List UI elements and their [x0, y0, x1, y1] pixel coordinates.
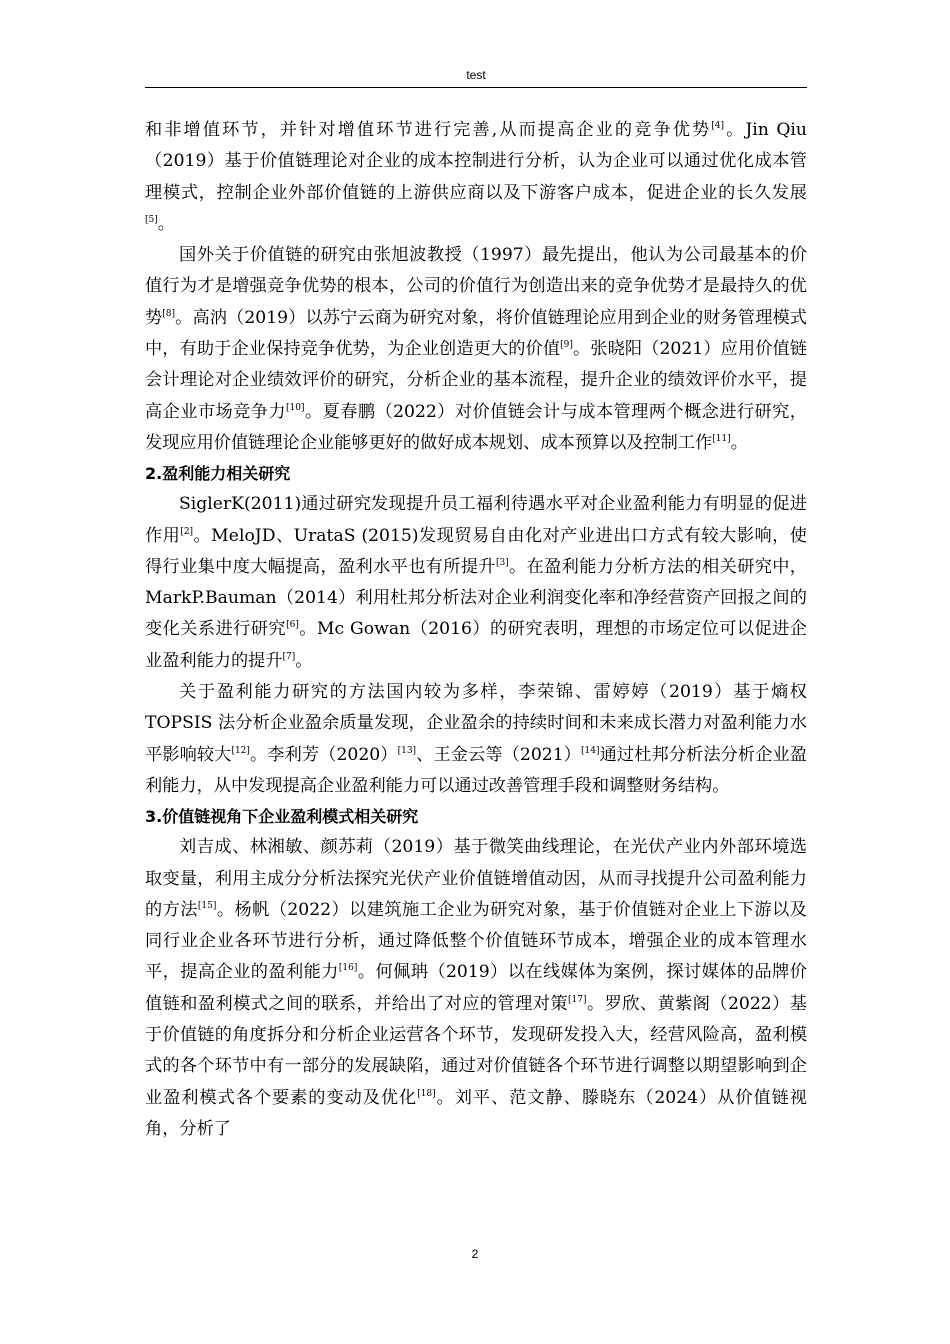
text-run: 。罗欣、黄紫阁（2022）基于价值链的角度拆分和分析企业运营各个环节，发现研发投入大，经营风险高，盈利模式的各个环节中有一部分的发展缺陷，通过对价值链各个环节进行调整以期望影响到企业盈利模式各个要素的变动及优化 — [145, 993, 807, 1108]
citation-marker: [3] — [495, 557, 509, 568]
paragraph — [145, 115, 807, 240]
text-run: 。高汭（2019）以苏宁云商为研究对象，将价值链理论应用到企业的财务管理模式中，有助于企业保持竞争优势，为企业创造更大的价值 — [145, 307, 807, 360]
text-run: 国外关于价值链的研究由张旭波教授（1997）最先提出，他认为公司最基本的价值行为才是增强竞争优势的根本，公司的价值行为创造出来的竞争优势才是最持久的优势 — [145, 245, 807, 328]
citation-marker: [7] — [282, 651, 296, 662]
text-run: 关于盈利能力研究的方法国内较为多样，李荣锦、雷婷婷（2019）基于熵权 TOPSIS 法分析企业盈余质量发现，企业盈余的持续时间和未来成长潜力对盈利能力水平影响较大 — [145, 682, 807, 765]
citation-marker: [16] — [338, 963, 358, 974]
citation-marker: [5] — [145, 214, 158, 225]
text-run: 。夏春鹏（2022）对价值链会计与成本管理两个概念进行研究，发现应用价值链理论企业能够更好的做好成本规划、成本预算以及控制工作 — [145, 401, 807, 453]
running-header: test — [466, 68, 486, 82]
citation-marker: [17] — [568, 994, 587, 1005]
paragraph — [145, 489, 807, 677]
text-run: 。 — [295, 650, 313, 671]
text-run: 。Jin Qiu（2019）基于价值链理论对企业的成本控制进行分析，认为企业可以通过优化成本管理模式，控制企业外部价值链的上游供应商以及下游客户成本，促进企业的长久发展 — [145, 120, 807, 203]
text-run: SiglerK(2011)通过研究发现提升员工福利待遇水平对企业盈利能力有明显的促进作用 — [145, 494, 807, 546]
text-run: 。刘平、范文静、滕晓东（2024）从价值链视角，分析了 — [145, 1087, 807, 1139]
section-heading: 2.盈利能力相关研究 — [145, 464, 291, 484]
document-body — [145, 115, 807, 1145]
citation-marker: [12] — [231, 745, 250, 756]
text-run: 通过杜邦分析法分析企业盈利能力，从中发现提高企业盈利能力可以通过改善管理手段和调整财务结构。 — [145, 744, 807, 796]
paragraph — [145, 832, 807, 1145]
text-run: 。何佩珃（2019）以在线媒体为案例，探讨媒体的品牌价值链和盈利模式之间的联系，并给出了对应的管理对策 — [145, 962, 807, 1014]
text-run: 。张晓阳（2021）应用价值链会计理论对企业绩效评价的研究，分析企业的基本流程，提升企业的绩效评价水平，提高企业市场竞争力 — [145, 339, 807, 422]
text-run: 。在盈利能力分析方法的相关研究中，MarkP.Bauman（2014）利用杜邦分析法对企业利润变化率和净经营资产回报之间的变化关系进行研究 — [145, 556, 807, 640]
citation-marker: [11] — [712, 433, 731, 444]
paragraph — [145, 677, 807, 802]
citation-marker: [8] — [162, 308, 176, 319]
text-run: 、王金云等（2021） — [416, 744, 582, 765]
text-run: 。 — [730, 432, 748, 453]
text-run: 。 — [157, 213, 175, 234]
text-run: 。杨帆（2022）以建筑施工企业为研究对象，基于价值链对企业上下游以及同行业企业各环节进行分析，通过降低整个价值链环节成本，增强企业的成本管理水平，提高企业的盈利能力 — [145, 899, 807, 983]
citation-marker: [15] — [197, 900, 217, 911]
text-run: 和非增值环节，并针对增值环节进行完善,从而提高企业的竞争优势 — [145, 120, 712, 140]
citation-marker: [4] — [711, 121, 724, 131]
citation-marker: [14] — [581, 745, 600, 756]
paragraph — [145, 240, 807, 459]
citation-marker: [2] — [180, 526, 194, 537]
citation-marker: [13] — [397, 745, 417, 756]
citation-marker: [10] — [286, 402, 305, 413]
text-run: 。MeloJD、UrataS (2015)发现贸易自由化对产业进出口方式有较大影响，使得行业集中度大幅提高，盈利水平也有所提升 — [145, 525, 807, 577]
page-number: 2 — [471, 1247, 479, 1261]
citation-marker: [9] — [560, 340, 573, 351]
header-rule — [145, 87, 807, 88]
citation-marker: [18] — [417, 1088, 436, 1099]
text-run: 。李利芳（2020） — [249, 744, 398, 765]
section-heading: 3.价值链视角下企业盈利模式相关研究 — [145, 807, 419, 827]
text-run: 刘吉成、林湘敏、颜苏莉（2019）基于微笑曲线理论，在光伏产业内外部环境选取变量，利用主成分分析法探究光伏产业价值链增值动因，从而寻找提升公司盈利能力的方法 — [145, 837, 807, 920]
citation-marker: [6] — [286, 620, 299, 631]
text-run: 。Mc Gowan（2016）的研究表明，理想的市场定位可以促进企业盈利能力的提升 — [145, 619, 807, 671]
